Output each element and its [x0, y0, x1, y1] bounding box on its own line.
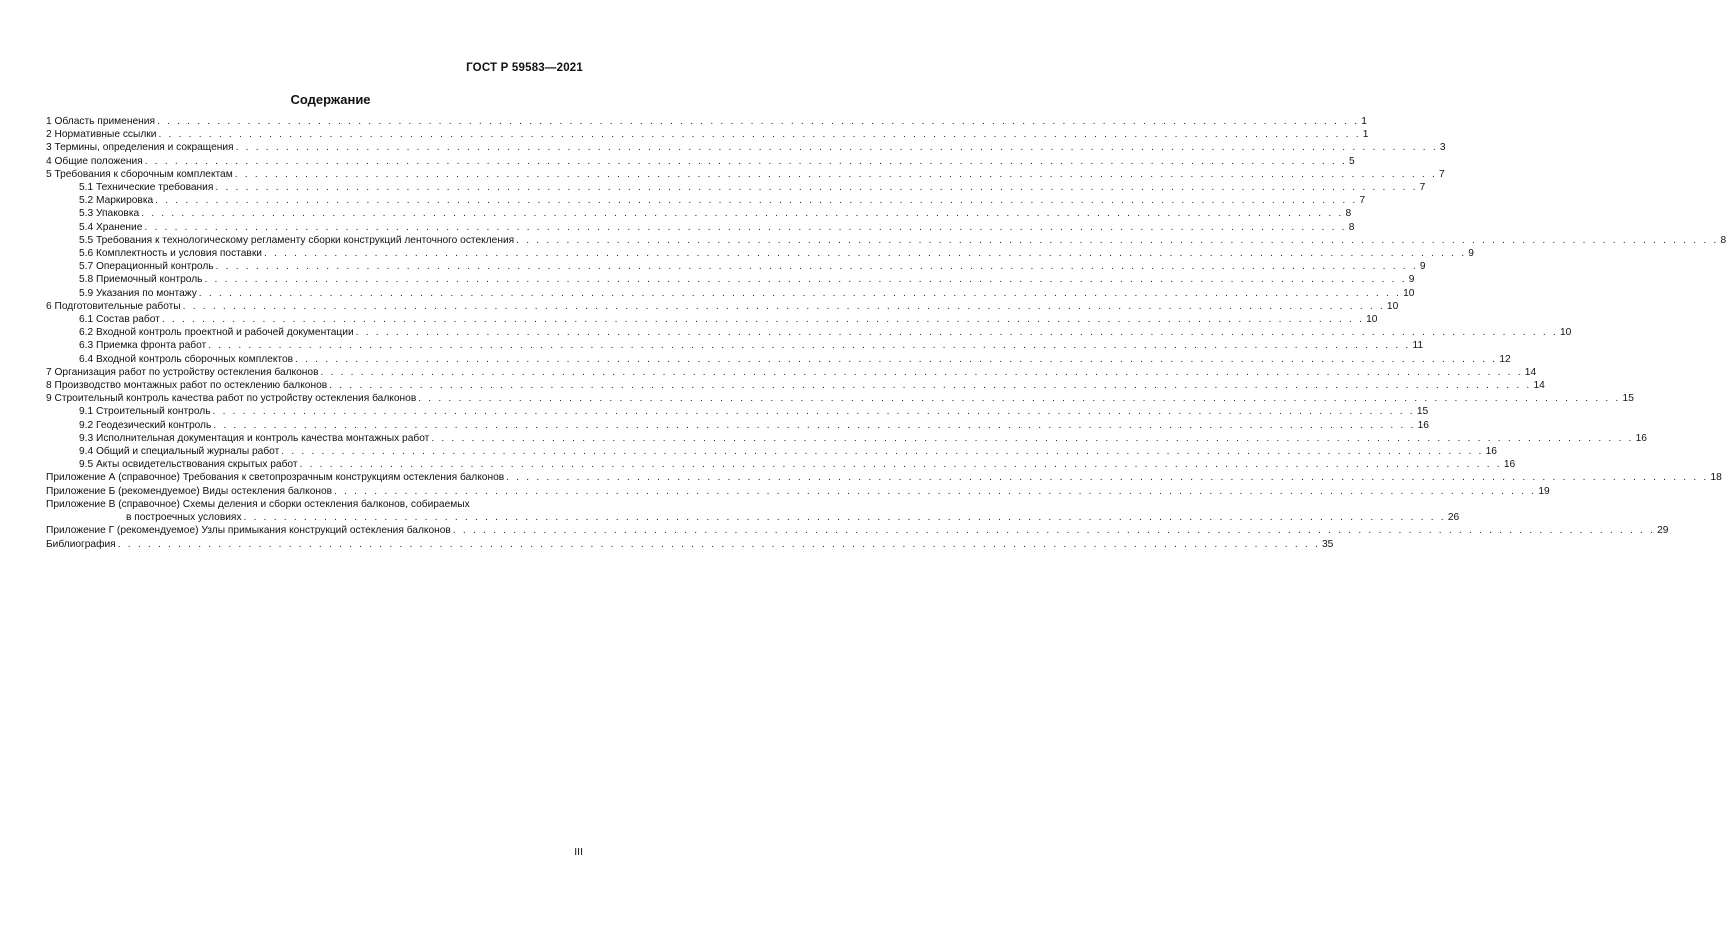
leader-dots: . . . . . . . . . . . . . . . . . . . . . . . . . . . . . . . . . . . . . . . . . . . . . . . . . . . . . . . . . . . . . . . . . . . . . . . . . . . . . . . . . . . . . . . . . . . . . . . . . . . . . . . . . . . . . . . . . . . . . . . . — [320, 366, 1523, 378]
toc-entry[interactable] — [46, 419, 1429, 432]
table-of-contents — [46, 115, 1726, 551]
toc-entry-label: 9.3 Исполнительная документация и контроль качества монтажных работ — [79, 432, 430, 444]
toc-entry[interactable] — [46, 445, 1497, 458]
leader-dots: . . . . . . . . . . . . . . . . . . . . . . . . . . . . . . . . . . . . . . . . . . . . . . . . . . . . . . . . . . . . . . . . . . . . . . . . . . . . . . . . . . . . . . . . . . . . . . . . . . . . . . . . . . . . . . . . . . . . . . . . — [234, 168, 1438, 180]
toc-entry-label: 5.6 Комплектность и условия поставки — [79, 248, 262, 260]
toc-entry[interactable] — [46, 221, 1355, 234]
toc-entry-label: 3 Термины, определения и сокращения — [46, 142, 234, 154]
toc-entry-label: 6 Подготовительные работы — [46, 300, 181, 312]
toc-entry-page: 7 — [1359, 195, 1366, 207]
toc-entry[interactable] — [46, 207, 1352, 220]
page-title: Содержание — [290, 92, 371, 107]
toc-entry-page: 9 — [1408, 274, 1415, 286]
leader-dots: . . . . . . . . . . . . . . . . . . . . . . . . . . . . . . . . . . . . . . . . . . . . . . . . . . . . . . . . . . . . . . . . . . . . . . . . . . . . . . . . . . . . . . . . . . . . . . . . . . . . . . . . . . . . . . . . . . . . . . . . — [158, 129, 1361, 141]
toc-entry-page: 16 — [1635, 432, 1647, 444]
leader-dots: . . . . . . . . . . . . . . . . . . . . . . . . . . . . . . . . . . . . . . . . . . . . . . . . . . . . . . . . . . . . . . . . . . . . . . . . . . . . . . . . . . . . . . . . . . . . . . . . . . . . . . . . . . . . . . . . . . . . . . . . — [295, 353, 1498, 365]
toc-entry-label: 9.5 Акты освидетельствования скрытых работ — [79, 459, 298, 471]
toc-entry[interactable] — [46, 353, 1511, 366]
leader-dots: . . . . . . . . . . . . . . . . . . . . . . . . . . . . . . . . . . . . . . . . . . . . . . . . . . . . . . . . . . . . . . . . . . . . . . . . . . . . . . . . . . . . . . . . . . . . . . . . . . . . . . . . . . . . . . . . . . . . . . . . — [263, 248, 1467, 260]
leader-dots: . . . . . . . . . . . . . . . . . . . . . . . . . . . . . . . . . . . . . . . . . . . . . . . . . . . . . . . . . . . . . . . . . . . . . . . . . . . . . . . . . . . . . . . . . . . . . . . . . . . . . . . . . . . . . . . . . . . . . . . . — [212, 406, 1415, 418]
toc-entry-label: 9.2 Геодезический контроль — [79, 419, 212, 431]
toc-entry-label: 4 Общие положения — [46, 155, 143, 167]
toc-entry-page: 3 — [1439, 142, 1446, 154]
toc-entry-page: 16 — [1485, 446, 1497, 458]
toc-entry-label: 9.4 Общий и специальный журналы работ — [79, 446, 280, 458]
toc-entry[interactable] — [46, 432, 1647, 445]
toc-entry-label: 1 Область применения — [46, 116, 155, 127]
toc-entry[interactable] — [46, 538, 1334, 551]
leader-dots: . . . . . . . . . . . . . . . . . . . . . . . . . . . . . . . . . . . . . . . . . . . . . . . . . . . . . . . . . . . . . . . . . . . . . . . . . . . . . . . . . . . . . . . . . . . . . . . . . . . . . . . . . . . . . . . . . . . . . . . . — [506, 472, 1709, 484]
toc-entry-page: 14 — [1524, 366, 1537, 378]
leader-dots: . . . . . . . . . . . . . . . . . . . . . . . . . . . . . . . . . . . . . . . . . . . . . . . . . . . . . . . . . . . . . . . . . . . . . . . . . . . . . . . . . . . . . . . . . . . . . . . . . . . . . . . . . . . . . . . . . . . . . . . . — [355, 327, 1558, 339]
toc-entry[interactable] — [46, 141, 1446, 154]
leader-dots: . . . . . . . . . . . . . . . . . . . . . . . . . . . . . . . . . . . . . . . . . . . . . . . . . . . . . . . . . . . . . . . . . . . . . . . . . . . . . . . . . . . . . . . . . . . . . . . . . . . . . . . . . . . . . . . . . . . . . . . . — [215, 182, 1418, 194]
toc-entry-page: 8 — [1720, 234, 1726, 246]
toc-entry-label: 5.2 Маркировка — [79, 195, 154, 207]
toc-entry-page: 10 — [1559, 327, 1572, 339]
leader-dots: . . . . . . . . . . . . . . . . . . . . . . . . . . . . . . . . . . . . . . . . . . . . . . . . . . . . . . . . . . . . . . . . . . . . . . . . . . . . . . . . . . . . . . . . . . . . . . . . . . . . . . . . . . . . . . . . . . . . . . . . — [156, 116, 1360, 127]
toc-entry[interactable] — [46, 326, 1572, 339]
toc-entry[interactable] — [46, 128, 1369, 141]
toc-entry-page: 35 — [1321, 538, 1334, 550]
toc-entry-page: 7 — [1419, 182, 1426, 194]
toc-entry-page: 10 — [1386, 300, 1399, 312]
toc-entry-page: 26 — [1447, 512, 1460, 524]
toc-entry-label: 7 Организация работ по устройству остекления балконов — [46, 366, 319, 378]
toc-entry-label: Библиография — [46, 538, 116, 550]
toc-entry-label: 6.1 Состав работ — [79, 314, 160, 326]
toc-entry-label: 5.4 Хранение — [79, 221, 143, 233]
toc-entry-label: Приложение А (справочное) Требования к светопрозрачным конструкциям остекления балконов — [46, 472, 505, 484]
toc-entry-page: 18 — [1710, 472, 1722, 484]
toc-entry-page: 10 — [1403, 287, 1415, 299]
toc-entry-page: 8 — [1348, 221, 1355, 233]
toc-entry-label: 5.8 Приемочный контроль — [79, 274, 203, 286]
leader-dots: . . . . . . . . . . . . . . . . . . . . . . . . . . . . . . . . . . . . . . . . . . . . . . . . . . . . . . . . . . . . . . . . . . . . . . . . . . . . . . . . . . . . . . . . . . . . . . . . . . . . . . . . . . . . . . . . . . . . . . . . — [161, 314, 1365, 326]
toc-entry[interactable] — [46, 115, 1367, 128]
toc-entry-page: 15 — [1416, 406, 1429, 418]
toc-entry-page: 7 — [1439, 168, 1445, 180]
leader-dots: . . . . . . . . . . . . . . . . . . . . . . . . . . . . . . . . . . . . . . . . . . . . . . . . . . . . . . . . . . . . . . . . . . . . . . . . . . . . . . . . . . . . . . . . . . . . . . . . . . . . . . . . . . . . . . . . . . . . . . . . — [299, 459, 1502, 471]
leader-dots: . . . . . . . . . . . . . . . . . . . . . . . . . . . . . . . . . . . . . . . . . . . . . . . . . . . . . . . . . . . . . . . . . . . . . . . . . . . . . . . . . . . . . . . . . . . . . . . . . . . . . . . . . . . . . . . . . . . . . . . . — [418, 393, 1621, 405]
leader-dots: . . . . . . . . . . . . . . . . . . . . . . . . . . . . . . . . . . . . . . . . . . . . . . . . . . . . . . . . . . . . . . . . . . . . . . . . . . . . . . . . . . . . . . . . . . . . . . . . . . . . . . . . . . . . . . . . . . . . . . . . — [144, 221, 1347, 233]
leader-dots: . . . . . . . . . . . . . . . . . . . . . . . . . . . . . . . . . . . . . . . . . . . . . . . . . . . . . . . . . . . . . . . . . . . . . . . . . . . . . . . . . . . . . . . . . . . . . . . . . . . . . . . . . . . . . . . . . . . . . . . . — [334, 485, 1537, 497]
toc-entry[interactable] — [46, 392, 1634, 405]
leader-dots: . . . . . . . . . . . . . . . . . . . . . . . . . . . . . . . . . . . . . . . . . . . . . . . . . . . . . . . . . . . . . . . . . . . . . . . . . . . . . . . . . . . . . . . . . . . . . . . . . . . . . . . . . . . . . . . . . . . . . . . . — [208, 340, 1411, 352]
leader-dots: . . . . . . . . . . . . . . . . . . . . . . . . . . . . . . . . . . . . . . . . . . . . . . . . . . . . . . . . . . . . . . . . . . . . . . . . . . . . . . . . . . . . . . . . . . . . . . . . . . . . . . . . . . . . . . . . . . . . . . . . — [198, 287, 1402, 299]
leader-dots: . . . . . . . . . . . . . . . . . . . . . . . . . . . . . . . . . . . . . . . . . . . . . . . . . . . . . . . . . . . . . . . . . . . . . . . . . . . . . . . . . . . . . . . . . . . . . . . . . . . . . . . . . . . . . . . . . . . . . . . . — [204, 274, 1407, 286]
toc-entry-page: 16 — [1417, 419, 1429, 431]
toc-entry-label: 6.4 Входной контроль сборочных комплектов — [79, 353, 294, 365]
toc-entry[interactable] — [46, 379, 1545, 392]
toc-entry-label: Приложение В (справочное) Схемы деления и сборки остекления балконов, собираемых — [46, 498, 470, 510]
toc-entry[interactable] — [46, 247, 1474, 260]
toc-entry-label: Приложение Г (рекомендуемое) Узлы примыкания конструкций остекления балконов — [46, 525, 451, 537]
leader-dots: . . . . . . . . . . . . . . . . . . . . . . . . . . . . . . . . . . . . . . . . . . . . . . . . . . . . . . . . . . . . . . . . . . . . . . . . . . . . . . . . . . . . . . . . . . . . . . . . . . . . . . . . . . . . . . . . . . . . . . . . — [281, 446, 1484, 458]
toc-entry[interactable] — [46, 339, 1424, 352]
leader-dots: . . . . . . . . . . . . . . . . . . . . . . . . . . . . . . . . . . . . . . . . . . . . . . . . . . . . . . . . . . . . . . . . . . . . . . . . . . . . . . . . . . . . . . . . . . . . . . . . . . . . . . . . . . . . . . . . . . . . . . . . — [243, 512, 1446, 524]
toc-entry-page: 1 — [1362, 129, 1369, 141]
toc-entry-label: 8 Производство монтажных работ по остеклению балконов — [46, 380, 328, 392]
toc-entry[interactable] — [46, 300, 1399, 313]
page-number: III — [574, 846, 583, 858]
leader-dots: . . . . . . . . . . . . . . . . . . . . . . . . . . . . . . . . . . . . . . . . . . . . . . . . . . . . . . . . . . . . . . . . . . . . . . . . . . . . . . . . . . . . . . . . . . . . . . . . . . . . . . . . . . . . . . . . . . . . . . . . — [182, 300, 1385, 312]
toc-entry-page: 9 — [1468, 248, 1474, 260]
toc-entry-page: 11 — [1412, 340, 1424, 352]
leader-dots: . . . . . . . . . . . . . . . . . . . . . . . . . . . . . . . . . . . . . . . . . . . . . . . . . . . . . . . . . . . . . . . . . . . . . . . . . . . . . . . . . . . . . . . . . . . . . . . . . . . . . . . . . . . . . . . . . . . . . . . . — [215, 261, 1418, 273]
toc-entry[interactable] — [46, 155, 1355, 168]
toc-entry[interactable] — [46, 273, 1415, 286]
leader-dots: . . . . . . . . . . . . . . . . . . . . . . . . . . . . . . . . . . . . . . . . . . . . . . . . . . . . . . . . . . . . . . . . . . . . . . . . . . . . . . . . . . . . . . . . . . . . . . . . . . . . . . . . . . . . . . . . . . . . . . . . — [155, 195, 1358, 207]
toc-entry-page: 9 — [1419, 261, 1426, 273]
leader-dots: . . . . . . . . . . . . . . . . . . . . . . . . . . . . . . . . . . . . . . . . . . . . . . . . . . . . . . . . . . . . . . . . . . . . . . . . . . . . . . . . . . . . . . . . . . . . . . . . . . . . . . . . . . . . . . . . . . . . . . . . — [516, 234, 1719, 246]
toc-entry[interactable] — [46, 168, 1445, 181]
toc-entry-label: Приложение Б (рекомендуемое) Виды остекления балконов — [46, 485, 333, 497]
toc-entry[interactable] — [46, 313, 1378, 326]
leader-dots: . . . . . . . . . . . . . . . . . . . . . . . . . . . . . . . . . . . . . . . . . . . . . . . . . . . . . . . . . . . . . . . . . . . . . . . . . . . . . . . . . . . . . . . . . . . . . . . . . . . . . . . . . . . . . . . . . . . . . . . . — [213, 419, 1416, 431]
leader-dots: . . . . . . . . . . . . . . . . . . . . . . . . . . . . . . . . . . . . . . . . . . . . . . . . . . . . . . . . . . . . . . . . . . . . . . . . . . . . . . . . . . . . . . . . . . . . . . . . . . . . . . . . . . . . . . . . . . . . . . . . — [431, 432, 1634, 444]
toc-entry-page: 12 — [1499, 353, 1511, 365]
toc-entry[interactable] — [46, 485, 1550, 498]
toc-entry-page: 29 — [1657, 525, 1669, 537]
toc-entry-label: 6.2 Входной контроль проектной и рабочей документации — [79, 327, 354, 339]
toc-entry-page: 1 — [1361, 116, 1367, 127]
leader-dots: . . . . . . . . . . . . . . . . . . . . . . . . . . . . . . . . . . . . . . . . . . . . . . . . . . . . . . . . . . . . . . . . . . . . . . . . . . . . . . . . . . . . . . . . . . . . . . . . . . . . . . . . . . . . . . . . . . . . . . . . — [452, 525, 1656, 537]
toc-entry[interactable] — [46, 524, 1669, 537]
toc-entry[interactable] — [46, 458, 1516, 471]
leader-dots: . . . . . . . . . . . . . . . . . . . . . . . . . . . . . . . . . . . . . . . . . . . . . . . . . . . . . . . . . . . . . . . . . . . . . . . . . . . . . . . . . . . . . . . . . . . . . . . . . . . . . . . . . . . . . . . . . . . . . . . . — [141, 208, 1344, 220]
toc-entry[interactable] — [46, 181, 1426, 194]
toc-entry[interactable] — [46, 194, 1366, 207]
toc-entry-heading[interactable] — [46, 498, 583, 511]
toc-entry[interactable] — [46, 511, 1460, 524]
toc-entry[interactable] — [46, 471, 1722, 484]
toc-entry-label: 2 Нормативные ссылки — [46, 129, 157, 141]
leader-dots: . . . . . . . . . . . . . . . . . . . . . . . . . . . . . . . . . . . . . . . . . . . . . . . . . . . . . . . . . . . . . . . . . . . . . . . . . . . . . . . . . . . . . . . . . . . . . . . . . . . . . . . . . . . . . . . . . . . . . . . . — [329, 380, 1532, 392]
toc-entry-page: 15 — [1622, 393, 1634, 405]
toc-entry-page: 10 — [1366, 314, 1378, 326]
leader-dots: . . . . . . . . . . . . . . . . . . . . . . . . . . . . . . . . . . . . . . . . . . . . . . . . . . . . . . . . . . . . . . . . . . . . . . . . . . . . . . . . . . . . . . . . . . . . . . . . . . . . . . . . . . . . . . . . . . . . . . . . — [235, 142, 1438, 154]
toc-entry-label: 5.5 Требования к технологическому регламенту сборки конструкций ленточного остекления — [79, 234, 515, 246]
toc-entry-label: 9 Строительный контроль качества работ по устройству остекления балконов — [46, 393, 417, 405]
leader-dots: . . . . . . . . . . . . . . . . . . . . . . . . . . . . . . . . . . . . . . . . . . . . . . . . . . . . . . . . . . . . . . . . . . . . . . . . . . . . . . . . . . . . . . . . . . . . . . . . . . . . . . . . . . . . . . . . . . . . . . . . — [144, 155, 1347, 167]
toc-entry[interactable] — [46, 260, 1426, 273]
toc-entry-page: 8 — [1345, 208, 1352, 220]
toc-entry-page: 19 — [1538, 485, 1550, 497]
toc-entry[interactable] — [46, 234, 1726, 247]
toc-entry-label: 5 Требования к сборочным комплектам — [46, 168, 233, 180]
toc-entry-label: 5.1 Технические требования — [79, 182, 214, 194]
toc-entry[interactable] — [46, 287, 1415, 300]
toc-entry-label: 5.3 Упаковка — [79, 208, 140, 220]
toc-entry-page: 5 — [1349, 155, 1355, 167]
toc-entry-page: 14 — [1533, 380, 1545, 392]
toc-entry-label: 5.7 Операционный контроль — [79, 261, 214, 273]
toc-entry-label: 6.3 Приемка фронта работ — [79, 340, 207, 352]
toc-entry-continuation: в построечных условиях — [126, 512, 242, 524]
toc-entry-label: 5.9 Указания по монтажу — [79, 287, 197, 299]
document-code: ГОСТ Р 59583—2021 — [466, 62, 583, 74]
leader-dots: . . . . . . . . . . . . . . . . . . . . . . . . . . . . . . . . . . . . . . . . . . . . . . . . . . . . . . . . . . . . . . . . . . . . . . . . . . . . . . . . . . . . . . . . . . . . . . . . . . . . . . . . . . . . . . . . . . . . . . . . — [117, 538, 1320, 550]
toc-entry-label: 9.1 Строительный контроль — [79, 406, 211, 418]
toc-entry[interactable] — [46, 405, 1429, 418]
toc-entry[interactable] — [46, 366, 1537, 379]
toc-entry-page: 16 — [1503, 459, 1516, 471]
